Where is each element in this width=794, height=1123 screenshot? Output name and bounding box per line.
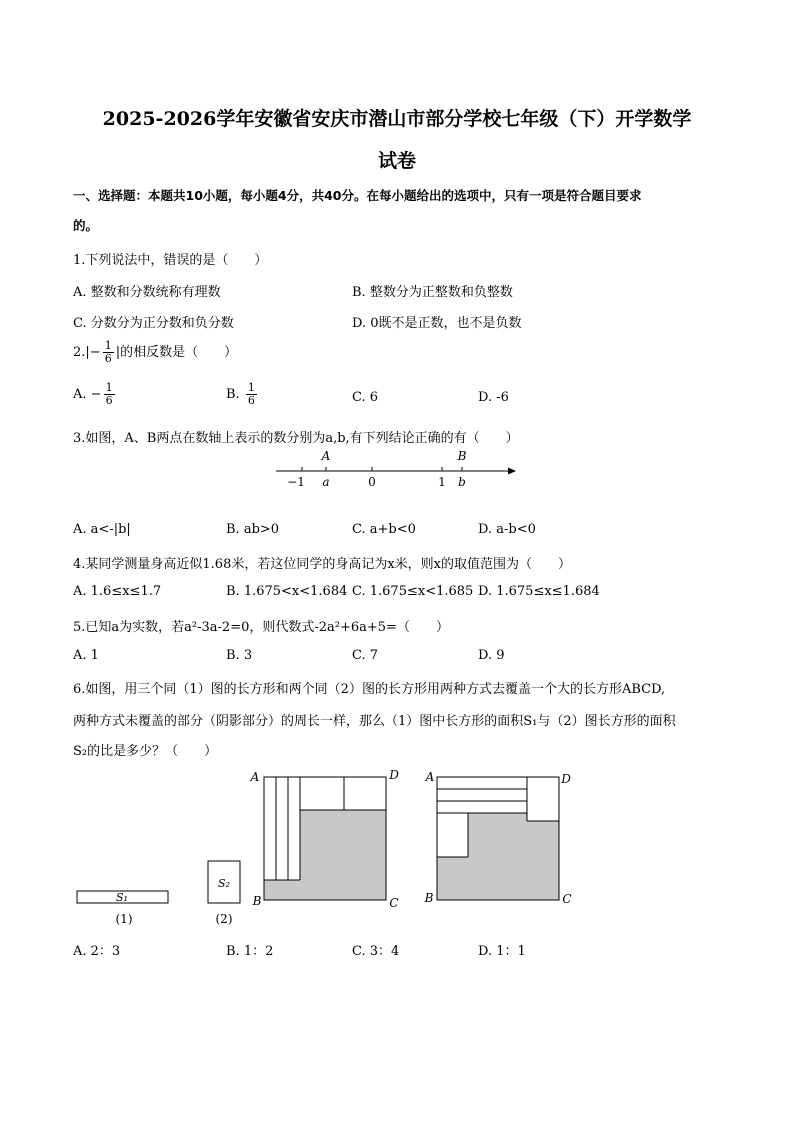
q6-option-b: B. 1：2 — [226, 944, 274, 959]
q3-stem: 3.如图，A、B两点在数轴上表示的数分别为a,b,有下列结论正确的有（ ） — [73, 431, 519, 446]
caption-1: (1) — [115, 912, 133, 926]
q1-option-b: B. 整数分为正整数和负整数 — [352, 285, 513, 300]
exam-title-line2: 试卷 — [377, 150, 416, 172]
q3-option-d: D. a-b<0 — [478, 522, 536, 537]
q4-option-c: C. 1.675≤x<1.685 — [352, 584, 474, 599]
point-a-label: A — [321, 449, 331, 463]
point-b-label: B — [457, 449, 467, 463]
q4-stem: 4.某同学测量身高近似1.68米，若这位同学的身高记为x米，则x的取值范围为（ ） — [73, 557, 572, 572]
vertex-c-two: C — [562, 892, 572, 906]
q2-fraction — [103, 340, 114, 365]
q1-stem: 1.下列说法中，错误的是（ ） — [73, 253, 268, 268]
section-heading-line2: 的。 — [73, 218, 99, 233]
q2-frac-den: 6 — [104, 352, 112, 365]
rectangles-figure — [0, 760, 794, 930]
q2-a-label: A. — [73, 387, 87, 402]
tick-label-b: b — [458, 475, 466, 489]
left-rect-bg — [437, 813, 468, 857]
q2-option-a — [73, 382, 117, 407]
vertex-d-one: D — [389, 768, 399, 782]
q1-option-d: D. 0既不是正数，也不是负数 — [352, 316, 522, 331]
q2-a-num: 1 — [105, 381, 113, 394]
q2-stem-suffix: 的相反数是（ ） — [120, 345, 238, 360]
q2-option-c: C. 6 — [352, 390, 379, 405]
vertex-b-one: B — [252, 894, 262, 908]
q5-option-c: C. 7 — [352, 648, 379, 663]
label-s2: S₂ — [218, 877, 230, 890]
q6-option-d: D. 1：1 — [478, 944, 526, 959]
arrangement-one — [250, 768, 400, 910]
vertex-a-two: A — [425, 770, 435, 784]
arrangement-two — [424, 770, 572, 906]
section-heading-line1: 一、选择题：本题共10小题，每小题4分，共40分。在每小题给出的选项中，只有一项是符合题目要求 — [73, 188, 642, 203]
q2-b-den: 6 — [247, 394, 255, 407]
q4-option-b: B. 1.675<x<1.684 — [226, 584, 348, 599]
q1-option-c: C. 分数分为正分数和负分数 — [73, 316, 234, 331]
q4-option-d: D. 1.675≤x≤1.684 — [478, 584, 600, 599]
q6-stem-line1: 6.如图，用三个同（1）图的长方形和两个同（2）图的长方形用两种方式去覆盖一个大的长方形ABCD, — [73, 682, 666, 697]
q5-stem: 5.已知a为实数，若a²-3a-2=0，则代数式-2a²+6a+5=（ ） — [73, 620, 449, 635]
exam-title-line1: 2025-2026学年安徽省安庆市潜山市部分学校七年级（下）开学数学 — [102, 108, 692, 130]
caption-2: (2) — [215, 912, 233, 926]
label-s1: S₁ — [116, 891, 128, 904]
shaded-strip-one — [264, 880, 300, 900]
q2-b-fraction — [246, 382, 257, 407]
q2-option-d: D. -6 — [478, 390, 509, 405]
q1-option-a: A. 整数和分数统称有理数 — [73, 285, 221, 300]
shaded-region-one — [300, 810, 386, 900]
q2-stem — [73, 340, 237, 365]
q6-stem-line3: S₂的比是多少？（ ） — [73, 744, 218, 759]
q3-option-b: B. ab>0 — [226, 522, 280, 537]
q3-option-a: A. a<-|b| — [73, 522, 131, 537]
q6-stem-line2: 两种方式未覆盖的部分（阴影部分）的周长一样，那么（1）图中长方形的面积S₁与（2）图长方形的面积 — [73, 714, 676, 729]
q5-option-b: B. 3 — [226, 648, 253, 663]
q4-option-a: A. 1.6≤x≤1.7 — [73, 584, 162, 599]
q3-option-c: C. a+b<0 — [352, 522, 416, 537]
tick-label-one: 1 — [438, 475, 446, 489]
q2-abs-close: | — [115, 345, 121, 360]
horizontal-strips-bg — [437, 777, 527, 813]
number-line-figure — [270, 445, 520, 491]
q2-a-den: 6 — [105, 394, 113, 407]
q2-a-sign: − — [90, 387, 102, 402]
tick-label-a: a — [322, 475, 330, 489]
q2-b-num: 1 — [247, 381, 255, 394]
q2-a-fraction — [104, 382, 115, 407]
q2-number: 2. — [73, 345, 86, 360]
q6-option-a: A. 2：3 — [73, 944, 121, 959]
q6-option-c: C. 3：4 — [352, 944, 400, 959]
right-rect-bg — [527, 777, 559, 821]
tick-label-neg-one: −1 — [287, 475, 305, 489]
vertex-c-one: C — [389, 896, 399, 910]
tick-label-zero: 0 — [368, 475, 376, 489]
vertex-d-two: D — [561, 772, 571, 786]
q5-option-a: A. 1 — [73, 648, 99, 663]
q2-frac-num: 1 — [104, 339, 112, 352]
q2-abs-open: |− — [85, 345, 101, 360]
number-line-arrow — [508, 468, 516, 475]
vertex-b-two: B — [424, 891, 434, 905]
vertex-a-one: A — [250, 770, 260, 784]
q2-b-label: B. — [226, 387, 240, 402]
q2-option-b — [226, 382, 259, 407]
q5-option-d: D. 9 — [478, 648, 505, 663]
